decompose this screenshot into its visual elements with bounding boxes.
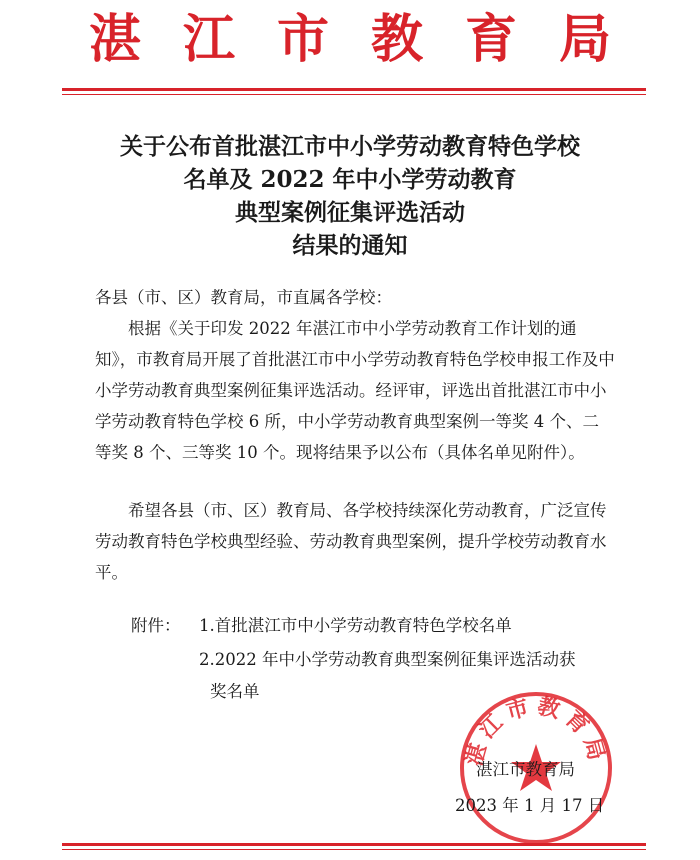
body-paragraph-2: 希望各县（市、区）教育局、各学校持续深化劳动教育，广泛宣传劳动教育特色学校典型经验、劳动教育典型案例，提升学校劳动教育水平。 (95, 501, 607, 582)
title-line-3: 典型案例征集评选活动 (235, 199, 465, 226)
footer-rule-thick (62, 843, 646, 846)
title-line-1: 关于公布首批湛江市中小学劳动教育特色学校 (120, 133, 580, 160)
title-line-4: 结果的通知 (292, 232, 408, 259)
attachment-item-2: 2.2022 年中小学劳动教育典型案例征集评选活动获 (199, 650, 576, 669)
letterhead-title: 湛江市教育局 (88, 9, 653, 70)
document-title (60, 130, 640, 262)
letterhead-rule-thick (62, 88, 646, 91)
letterhead-rule-thin (62, 94, 646, 95)
issue-date: 2023 年 1 月 17 日 (455, 796, 605, 815)
salutation: 各县（市、区）教育局，市直属各学校： (95, 288, 392, 307)
title-line-2: 名单及 2022 年中小学劳动教育 (183, 166, 517, 193)
attachment-item-1: 1.首批湛江市中小学劳动教育特色学校名单 (199, 616, 512, 635)
seal-text: 湛江市教育局 (460, 692, 612, 769)
body-paragraph-1: 根据《关于印发 2022 年湛江市中小学劳动教育工作计划的通知》，市教育局开展了首批湛江市中小学劳动教育特色学校申报工作及中小学劳动教育典型案例征集评选活动。经评审，评选出首批湛江市中小学劳动教育特色学校 6 所，中小学劳动教育典型案例一等奖 4 个、二等奖 8 个、三等奖 10 个。现将结果予以公布（具体名单见附件）。 (95, 319, 615, 462)
footer-rule-thin (62, 849, 646, 850)
signer-name: 湛江市教育局 (476, 760, 575, 779)
attachment-item-2-continued: 奖名单 (210, 682, 260, 701)
attachments-label: 附件： (131, 616, 181, 635)
